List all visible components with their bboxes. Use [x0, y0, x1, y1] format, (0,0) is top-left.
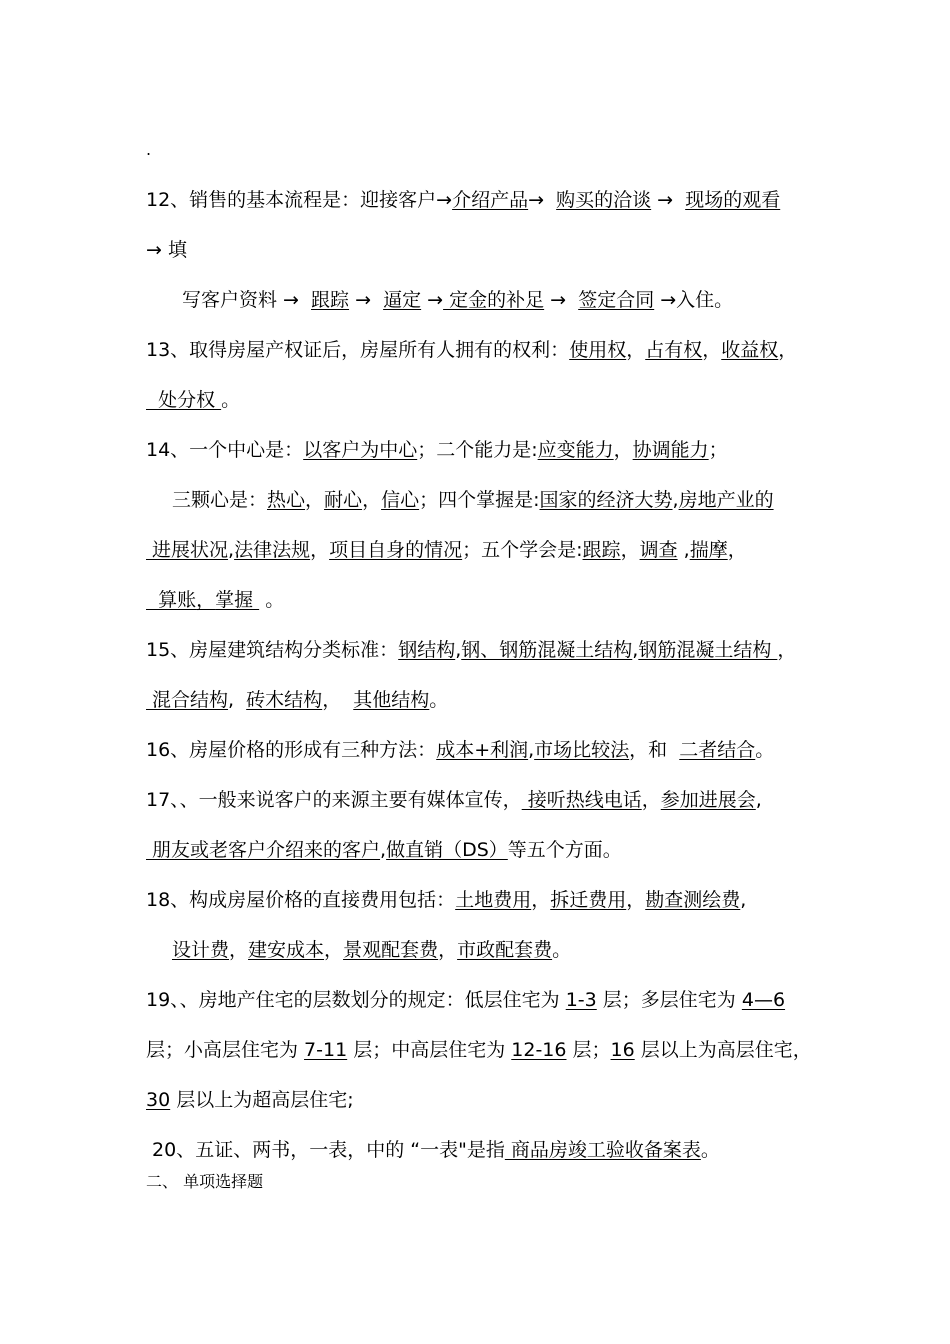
answer-blank: 朋友或老客户介绍来的客户 — [146, 839, 381, 861]
answer-blank: 掌握 — [215, 589, 260, 611]
answer-blank: 混合结构 — [146, 689, 229, 711]
text-segment: , — [677, 539, 690, 561]
answer-blank: 定金的补足 — [443, 289, 545, 311]
text-segment: 14、一个中心是： — [146, 439, 304, 461]
text-segment: ， — [641, 789, 661, 811]
answer-blank: 参加进展会 — [660, 789, 756, 811]
answer-blank: 项目自身的情况 — [329, 539, 463, 561]
text-segment: ， — [613, 439, 633, 461]
text-segment: ， — [702, 339, 722, 361]
text-segment: → — [651, 189, 686, 211]
answer-blank: 30 — [146, 1089, 171, 1111]
text-segment: → — [421, 289, 444, 311]
page-dot: . — [146, 140, 152, 159]
text-segment: ，和 — [629, 739, 680, 761]
answer-blank: 现场的观看 — [685, 189, 781, 211]
answer-blank: 其他结构 — [353, 689, 430, 711]
text-segment: ， — [626, 889, 646, 911]
text-segment: ， — [727, 539, 747, 561]
text-segment: 三颗心是： — [172, 489, 268, 511]
answer-blank: 协调能力 — [632, 439, 709, 461]
text-line — [146, 734, 774, 766]
text-segment: 。 — [755, 739, 775, 761]
text-line — [146, 884, 746, 916]
text-segment: 13、取得房屋产权证后，房屋所有人拥有的权利： — [146, 339, 570, 361]
answer-blank: 应变能力 — [537, 439, 614, 461]
answer-blank: 使用权 — [569, 339, 627, 361]
text-segment: 12、销售的基本流程是：迎接客户→ — [146, 189, 453, 211]
answer-blank: 收益权 — [721, 339, 779, 361]
text-line — [146, 834, 622, 866]
text-segment: , — [380, 839, 387, 861]
text-segment: , — [228, 689, 247, 711]
answer-blank: 市政配套费 — [457, 939, 553, 961]
answer-blank: 以客户为中心 — [303, 439, 418, 461]
answer-blank: 景观配套费 — [343, 939, 439, 961]
text-line — [146, 784, 762, 816]
answer-blank: 热心 — [267, 489, 306, 511]
text-segment: ， — [626, 339, 646, 361]
answer-blank: 逼定 — [383, 289, 422, 311]
section-heading: 二、 单项选择题 — [146, 1172, 264, 1191]
text-line — [146, 1084, 354, 1116]
text-segment: ， — [324, 939, 344, 961]
text-line — [146, 1034, 812, 1066]
answer-blank: 钢、钢筋混凝土结构 — [461, 639, 633, 661]
text-segment: →入住。 — [654, 289, 734, 311]
answer-blank: 12-16 — [511, 1039, 567, 1061]
answer-blank: 二者结合 — [679, 739, 756, 761]
text-line — [146, 584, 284, 616]
answer-blank: 设计费 — [172, 939, 230, 961]
text-segment: ， — [305, 489, 325, 511]
text-line — [146, 434, 728, 466]
text-line — [146, 534, 747, 566]
answer-blank: 钢筋混凝土结构 — [638, 639, 778, 661]
answer-blank: 处分权 — [146, 389, 222, 411]
text-line — [146, 334, 797, 366]
text-segment: ， — [777, 639, 797, 661]
text-segment: ， — [778, 339, 798, 361]
answer-blank: 跟踪 — [582, 539, 621, 561]
text-segment: ， — [620, 539, 640, 561]
text-segment: 。 — [221, 389, 241, 411]
answer-blank: 砖木结构 — [246, 689, 323, 711]
answer-blank: 7-11 — [304, 1039, 348, 1061]
text-segment: 层； — [566, 1039, 611, 1061]
text-segment: , — [672, 489, 679, 511]
text-line — [146, 184, 780, 216]
text-segment: ， — [438, 939, 458, 961]
text-line — [146, 1134, 720, 1166]
answer-blank: 法律法规 — [234, 539, 311, 561]
text-segment: → — [349, 289, 384, 311]
text-segment: 等五个方面。 — [507, 839, 622, 861]
text-segment: 层；中高层住宅为 — [347, 1039, 512, 1061]
text-segment: 层以上为超高层住宅; — [170, 1089, 354, 1111]
answer-blank: 耐心 — [324, 489, 363, 511]
answer-blank: ， — [196, 589, 216, 611]
text-line — [146, 234, 187, 266]
text-segment: , — [632, 639, 639, 661]
answer-blank: 市场比较法 — [534, 739, 630, 761]
text-segment: 。 — [700, 1139, 720, 1161]
text-segment: ， — [322, 689, 354, 711]
text-segment: ；二个能力是: — [417, 439, 538, 461]
answer-blank: 4—6 — [741, 989, 786, 1011]
answer-blank: 占有权 — [645, 339, 703, 361]
text-segment: 写客户资料 → — [182, 289, 312, 311]
text-segment: 15、房屋建筑结构分类标准： — [146, 639, 399, 661]
answer-blank: 接听热线电话 — [521, 789, 642, 811]
text-segment: 层；多层住宅为 — [596, 989, 742, 1011]
answer-blank: 介绍产品 — [452, 189, 529, 211]
text-line — [146, 634, 796, 666]
text-line — [146, 984, 785, 1016]
text-line — [172, 484, 774, 516]
answer-blank: 算账 — [146, 589, 197, 611]
answer-blank: 调查 — [639, 539, 678, 561]
answer-blank: 1-3 — [565, 989, 597, 1011]
text-segment: 。 — [429, 689, 449, 711]
text-segment: → — [544, 289, 579, 311]
text-segment: ； — [708, 439, 728, 461]
text-line — [146, 684, 448, 716]
answer-blank: 建安成本 — [248, 939, 325, 961]
text-segment: ；四个掌握是: — [419, 489, 540, 511]
text-segment: 。 — [259, 589, 285, 611]
text-segment: ， — [229, 939, 249, 961]
text-line — [172, 934, 571, 966]
text-segment: 17、、一般来说客户的来源主要有媒体宣传， — [146, 789, 522, 811]
text-segment: ， — [362, 489, 382, 511]
answer-blank: 土地费用 — [455, 889, 532, 911]
text-segment: ；五个学会是: — [462, 539, 583, 561]
answer-blank: 拆迁费用 — [550, 889, 627, 911]
text-segment: , — [228, 539, 235, 561]
text-segment: → 填 — [146, 239, 187, 261]
answer-blank: 跟踪 — [311, 289, 350, 311]
text-segment: ， — [531, 889, 551, 911]
answer-blank: 国家的经济大势 — [539, 489, 673, 511]
answer-blank: 商品房竣工验收备案表 — [504, 1139, 701, 1161]
text-segment: , — [740, 889, 747, 911]
answer-blank: 进展状况 — [146, 539, 229, 561]
answer-blank: 签定合同 — [578, 289, 655, 311]
answer-blank: 做直销（DS） — [386, 839, 508, 861]
text-line — [182, 284, 733, 316]
answer-blank: 房地产业的 — [678, 489, 774, 511]
text-segment: 。 — [552, 939, 572, 961]
answer-blank: 成本+利润 — [436, 739, 529, 761]
answer-blank: 勘查测绘费 — [645, 889, 741, 911]
text-segment: 18、构成房屋价格的直接费用包括： — [146, 889, 456, 911]
answer-blank: 钢结构 — [398, 639, 456, 661]
text-segment: → — [528, 189, 557, 211]
answer-blank: 购买的洽谈 — [556, 189, 652, 211]
answer-blank: 16 — [610, 1039, 635, 1061]
text-segment: 层以上为高层住宅， — [634, 1039, 812, 1061]
text-segment: 19、、房地产住宅的层数划分的规定：低层住宅为 — [146, 989, 566, 1011]
text-segment: , — [528, 739, 535, 761]
text-segment: , — [455, 639, 462, 661]
text-segment: 16、房屋价格的形成有三种方法： — [146, 739, 437, 761]
answer-blank: 揣摩 — [689, 539, 728, 561]
text-segment: 20、五证、两书，一表，中的 “一表"是指 — [146, 1139, 505, 1161]
text-segment: ， — [310, 539, 330, 561]
text-line — [146, 384, 240, 416]
text-segment: 层；小高层住宅为 — [146, 1039, 305, 1061]
answer-blank: 信心 — [381, 489, 420, 511]
text-segment: , — [755, 789, 762, 811]
